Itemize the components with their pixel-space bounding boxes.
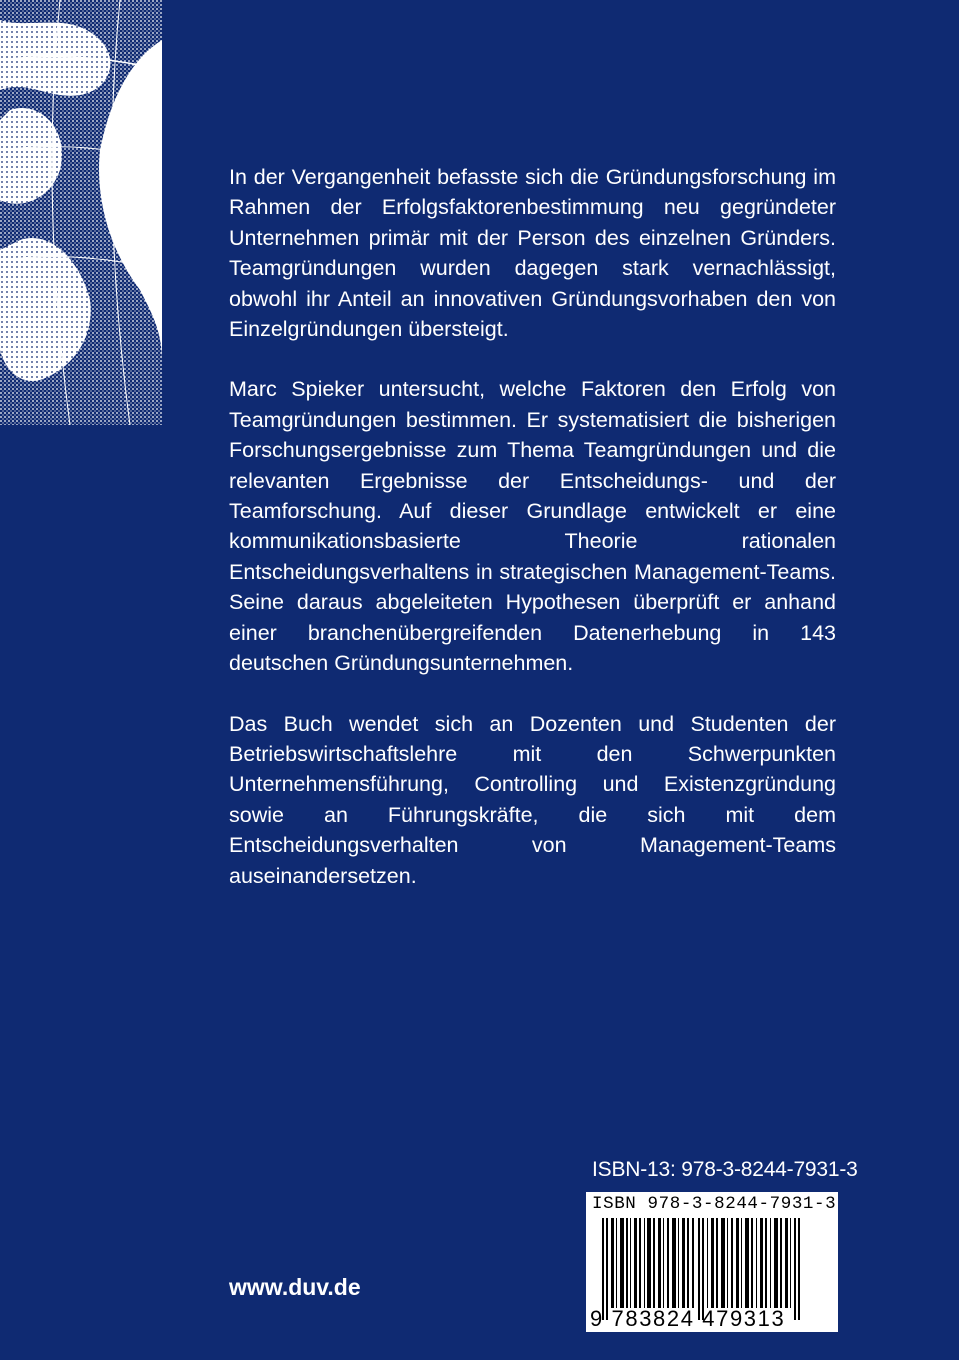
blurb-paragraph-2: Marc Spieker untersucht, welche Faktoren den Erfolg von Teamgründungen bestimmen. Er systematisiert die bisherigen Forschungsergebnisse zum Thema Teamgründungen und die relevanten Ergebnisse der Entscheidungs- und der Teamforschung. Auf dieser Grundlage entwickelt er eine kommunikationsbasierte Theorie rationalen Entscheidungsverhaltens in strategischen Management-Teams. Seine daraus abgeleiteten Hypothesen überprüft er anhand einer branchenübergreifenden Datenerhebung in 143 deutschen Gründungsunternehmen. — [229, 377, 836, 676]
blurb-paragraph-1: In der Vergangenheit befasste sich die Gründungsforschung im Rahmen der Erfolgsfaktorenbestimmung neu gegründeter Unternehmen primär mit der Person des einzelnen Gründers. Teamgründungen wurden dagegen stark vernachlässigt, obwohl ihr Anteil an innovativen Gründungsvorhaben den von Einzelgründungen übersteigt. — [229, 165, 836, 342]
isbn-label: ISBN-13: 978-3-8244-7931-3 — [592, 1158, 858, 1181]
publisher-url[interactable]: www.duv.de — [229, 1274, 361, 1300]
barcode-isbn-text: ISBN 978-3-8244-7931-3 — [592, 1194, 837, 1214]
back-cover-blurb — [229, 162, 836, 921]
blurb-paragraph-3: Das Buch wendet sich an Dozenten und Studenten der Betriebswirtschaftslehre mit den Schwerpunkten Unternehmensführung, Controlling und Existenzgründung sowie an Führungskräfte, die sich mit dem Entscheidungsverhalten von Management-Teams auseinandersetzen. — [229, 711, 836, 888]
barcode-digits: 9 783824 479313 — [590, 1306, 786, 1331]
barcode — [586, 1192, 838, 1332]
globe-image — [0, 0, 162, 425]
